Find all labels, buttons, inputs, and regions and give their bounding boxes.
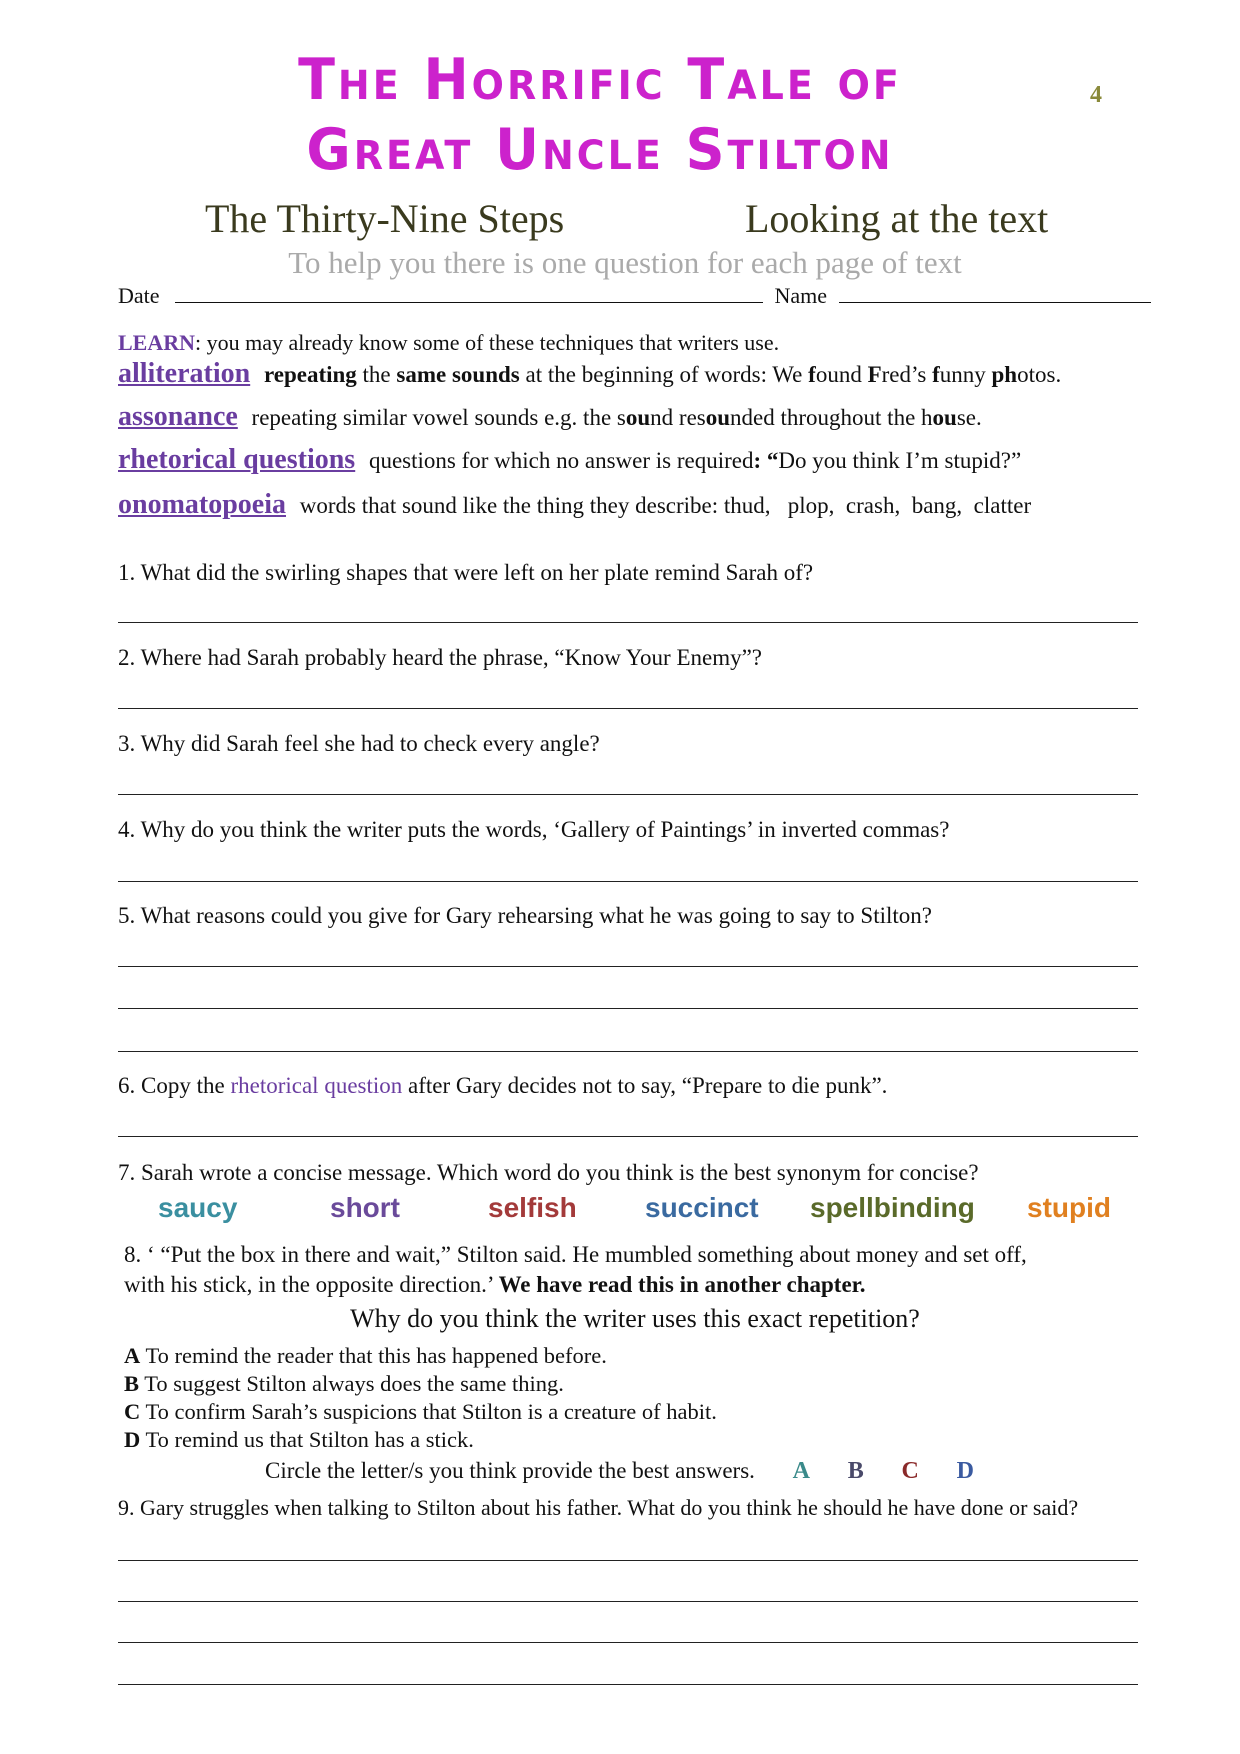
term-desc: words that sound like the thing they describe: thud, plop, crash, bang, clatter — [294, 493, 1032, 518]
question-7: 7. Sarah wrote a concise message. Which word do you think is the best synonym for concise? — [118, 1160, 979, 1185]
option-c: C To confirm Sarah’s suspicions that Stilton is a creature of habit. — [124, 1399, 717, 1424]
question-9: 9. Gary struggles when talking to Stilton about his father. What do you think he should he have done or said? — [118, 1495, 1079, 1520]
page-number: 4 — [1090, 82, 1102, 108]
circle-letter-a[interactable]: A — [792, 1458, 811, 1484]
answer-line-3[interactable] — [118, 794, 1138, 795]
title-line-1: The Horrific Tale of — [298, 46, 902, 113]
term-rhetorical-questions: rhetorical questions — [118, 444, 356, 475]
q8-line-2: with his stick, in the opposite direction.’ — [124, 1272, 499, 1297]
option-d: D To remind us that Stilton has a stick. — [124, 1427, 474, 1452]
question-4: 4. Why do you think the writer puts the words, ‘Gallery of Paintings’ in inverted commas? — [118, 817, 950, 842]
option-b: B To suggest Stilton always does the same thing. — [124, 1371, 564, 1396]
circle-instruction-row — [265, 1458, 974, 1485]
synonym-succinct[interactable]: succinct — [645, 1192, 759, 1223]
technique-rhetorical — [118, 444, 1021, 476]
term-desc: repeating similar vowel sounds e.g. the sound resounded throughout the house. — [245, 405, 982, 430]
name-label: Name — [774, 283, 828, 308]
answer-line-5a[interactable] — [118, 966, 1138, 967]
question-1: 1. What did the swirling shapes that were left on her plate remind Sarah of? — [118, 560, 814, 585]
question-3: 3. Why did Sarah feel she had to check every angle? — [118, 731, 600, 756]
answer-line-6[interactable] — [118, 1136, 1138, 1137]
answer-line-9a[interactable] — [118, 1560, 1138, 1561]
q6-term: rhetorical question — [230, 1073, 403, 1098]
technique-onomatopoeia — [118, 489, 1031, 521]
circle-letter-d[interactable]: D — [956, 1458, 974, 1484]
circle-letter-c[interactable]: C — [901, 1458, 919, 1484]
subtitle-right: Looking at the text — [745, 196, 1049, 241]
circle-instruction: Circle the letter/s you think provide the best answers. — [265, 1458, 755, 1483]
question-5: 5. What reasons could you give for Gary rehearsing what he was going to say to Stilton? — [118, 903, 932, 928]
synonym-saucy[interactable]: saucy — [158, 1192, 238, 1223]
date-label: Date — [118, 283, 160, 308]
learn-label: LEARN — [118, 330, 196, 355]
technique-alliteration — [118, 358, 1061, 390]
answer-line-9c[interactable] — [118, 1642, 1138, 1643]
answer-line-9d[interactable] — [118, 1684, 1138, 1685]
question-6 — [118, 1073, 887, 1099]
help-text: To help you there is one question for each page of text — [288, 245, 962, 280]
synonym-short[interactable]: short — [330, 1192, 400, 1223]
option-a: A To remind the reader that this has happened before. — [124, 1343, 607, 1368]
name-field[interactable] — [839, 282, 1151, 303]
synonym-selfish[interactable]: selfish — [488, 1192, 577, 1223]
technique-assonance — [118, 401, 982, 433]
answer-line-2[interactable] — [118, 708, 1138, 709]
subtitle-left: The Thirty-Nine Steps — [205, 196, 565, 241]
synonym-spellbinding[interactable]: spellbinding — [810, 1192, 975, 1223]
question-8-sub: Why do you think the writer uses this exact repetition? — [350, 1304, 920, 1333]
learn-text: : you may already know some of these techniques that writers use. — [195, 330, 780, 355]
learn-intro — [118, 330, 779, 356]
question-2: 2. Where had Sarah probably heard the phrase, “Know Your Enemy”? — [118, 645, 763, 670]
term-assonance: assonance — [118, 401, 238, 432]
q6-post: after Gary decides not to say, “Prepare to die punk”. — [402, 1073, 888, 1098]
answer-line-4[interactable] — [118, 881, 1138, 882]
answer-line-5b[interactable] — [118, 1008, 1138, 1009]
circle-letter-b[interactable]: B — [847, 1458, 864, 1484]
term-desc: questions for which no answer is required: “Do you think I’m stupid?” — [363, 448, 1022, 473]
answer-line-9b[interactable] — [118, 1601, 1138, 1602]
date-field[interactable] — [175, 282, 763, 303]
synonym-stupid[interactable]: stupid — [1027, 1192, 1111, 1223]
q8-line-1: 8. ‘ “Put the box in there and wait,” Stilton said. He mumbled something about money and set off, — [124, 1242, 1027, 1267]
term-alliteration: alliteration — [118, 358, 251, 389]
q8-bold: We have read this in another chapter. — [498, 1272, 866, 1297]
answer-line-1[interactable] — [118, 622, 1138, 623]
question-8 — [124, 1240, 1154, 1300]
term-desc: repeating the same sounds at the beginning of words: We found Fred’s funny photos. — [263, 362, 1062, 387]
title-line-2: Great Uncle Stilton — [306, 116, 894, 183]
term-onomatopoeia: onomatopoeia — [118, 489, 286, 520]
answer-line-5c[interactable] — [118, 1051, 1138, 1052]
date-name-row — [118, 282, 1151, 309]
q6-pre: 6. Copy the — [118, 1073, 231, 1098]
